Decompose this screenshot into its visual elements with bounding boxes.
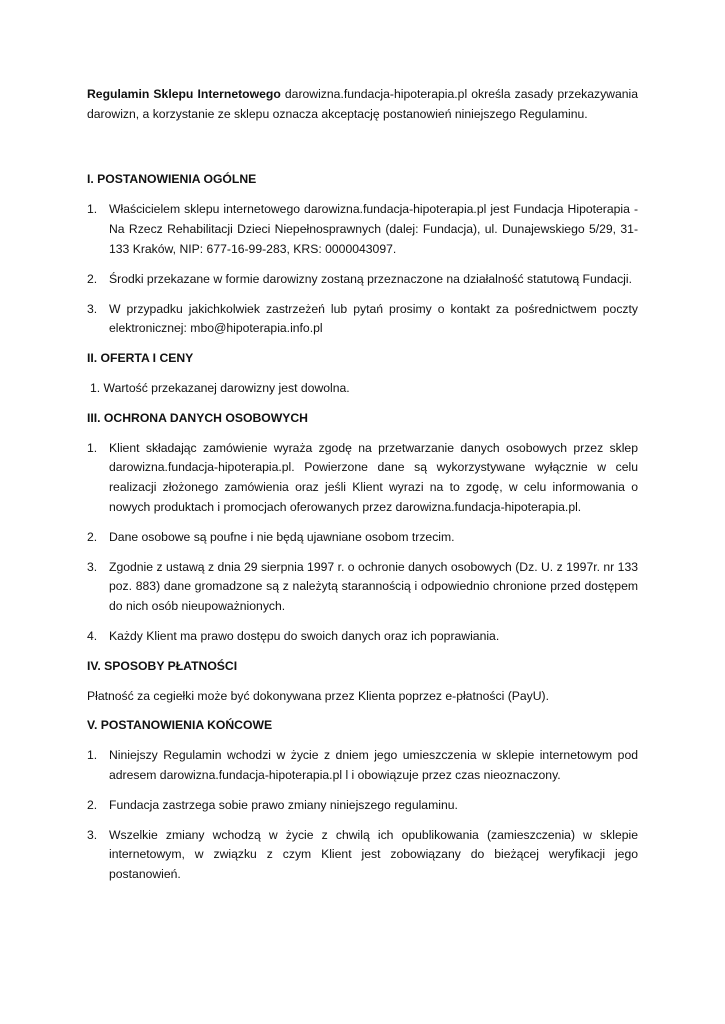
list-number: 2. <box>87 271 98 286</box>
list-text: Niniejszy Regulamin wchodzi w życie z dniem jego umieszczenia w sklepie internetowym pod adresem darowizna.fundacja-hipoterapia.pl l i obowiązuje przez czas nieoznaczony. <box>109 748 638 782</box>
list-number: 2. <box>87 797 98 812</box>
section-list-data-protection <box>87 439 638 647</box>
list-item <box>87 200 638 259</box>
section-heading-general: I. POSTANOWIENIA OGÓLNE <box>87 171 257 186</box>
list-item <box>87 270 638 290</box>
list-text: Każdy Klient ma prawo dostępu do swoich danych oraz ich poprawiania. <box>109 628 500 643</box>
list-text: Fundacja zastrzega sobie prawo zmiany niniejszego regulaminu. <box>109 797 458 812</box>
list-text: Właścicielem sklepu internetowego darowizna.fundacja-hipoterapia.pl jest Fundacja Hipoterapia - Na Rzecz Rehabilitacji Dzieci Niepełnosprawnych (dalej: Fundacja), ul. Dunajewskiego 5/29, 31-133 Kraków, NIP: 677-16-99-283, KRS: 0000043097. <box>109 202 638 256</box>
list-number: 1. <box>87 202 98 217</box>
section-heading-data-protection: III. OCHRONA DANYCH OSOBOWYCH <box>87 410 308 425</box>
list-text: W przypadku jakichkolwiek zastrzeżeń lub pytań prosimy o kontakt za pośrednictwem poczty elektronicznej: mbo@hipoterapia.info.pl <box>109 301 638 336</box>
intro-title: Regulamin Sklepu Internetowego <box>87 87 281 101</box>
list-text: Dane osobowe są poufne i nie będą ujawniane osobom trzecim. <box>109 529 455 544</box>
list-number: 1. <box>87 748 98 763</box>
section-heading-final: V. POSTANOWIENIA KOŃCOWE <box>87 718 273 733</box>
list-text: Środki przekazane w formie darowizny zostaną przeznaczone na działalność statutową Fundacji. <box>109 271 632 286</box>
list-number: 3. <box>87 559 98 574</box>
list-item <box>87 796 638 816</box>
list-item <box>87 746 638 786</box>
list-text: Zgodnie z ustawą z dnia 29 sierpnia 1997 r. o ochronie danych osobowych (Dz. U. z 1997r. nr 133 poz. 883) dane gromadzone są z należytą starannością i odpowiednio chronione przed dostępem do nich osób nieupoważnionych. <box>109 559 638 614</box>
list-text: Klient składając zamówienie wyraża zgodę na przetwarzanie danych osobowych przez sklep darowizna.fundacja-hipoterapia.pl. Powierzone dane są wykorzystywane wyłącznie w celu realizacji złożonego zamówienia oraz jeśli Klient wyrazi na to zgodę, w celu informowania o nowych produktach i promocjach oferowanych przez darowizna.fundacja-hipoterapia.pl. <box>109 440 638 514</box>
list-item <box>87 627 638 647</box>
list-number: 3. <box>87 301 98 316</box>
list-item <box>87 439 638 518</box>
list-text: Wszelkie zmiany wchodzą w życie z chwilą ich opublikowania (zamieszczenia) w sklepie internetowym, w związku z czym Klient jest zobowiązany do bieżącej weryfikacji jego postanowień. <box>109 827 638 882</box>
list-number: 3. <box>87 827 98 842</box>
list-item <box>87 826 638 885</box>
list-item <box>87 528 638 548</box>
intro-text: darowizna.fundacja-hipoterapia.pl określa zasady przekazywania darowizn, a korzystanie ze sklepu oznacza akceptację postanowień niniejszego Regulaminu. <box>87 87 638 121</box>
list-number: 1. <box>87 440 98 455</box>
payments-line: Płatność za cegiełki może być dokonywana przez Klienta poprzez e-płatności (PayU). <box>87 688 549 703</box>
list-number: 4. <box>87 628 98 643</box>
list-item <box>87 300 638 340</box>
list-number: 2. <box>87 529 98 544</box>
section-heading-offer: II. OFERTA I CENY <box>87 351 194 366</box>
list-item <box>87 558 638 617</box>
section-list-final <box>87 746 638 885</box>
section-heading-payments: IV. SPOSOBY PŁATNOŚCI <box>87 658 238 673</box>
offer-line: 1. Wartość przekazanej darowizny jest dowolna. <box>90 380 350 395</box>
intro-paragraph <box>87 85 638 125</box>
section-list-general <box>87 200 638 339</box>
